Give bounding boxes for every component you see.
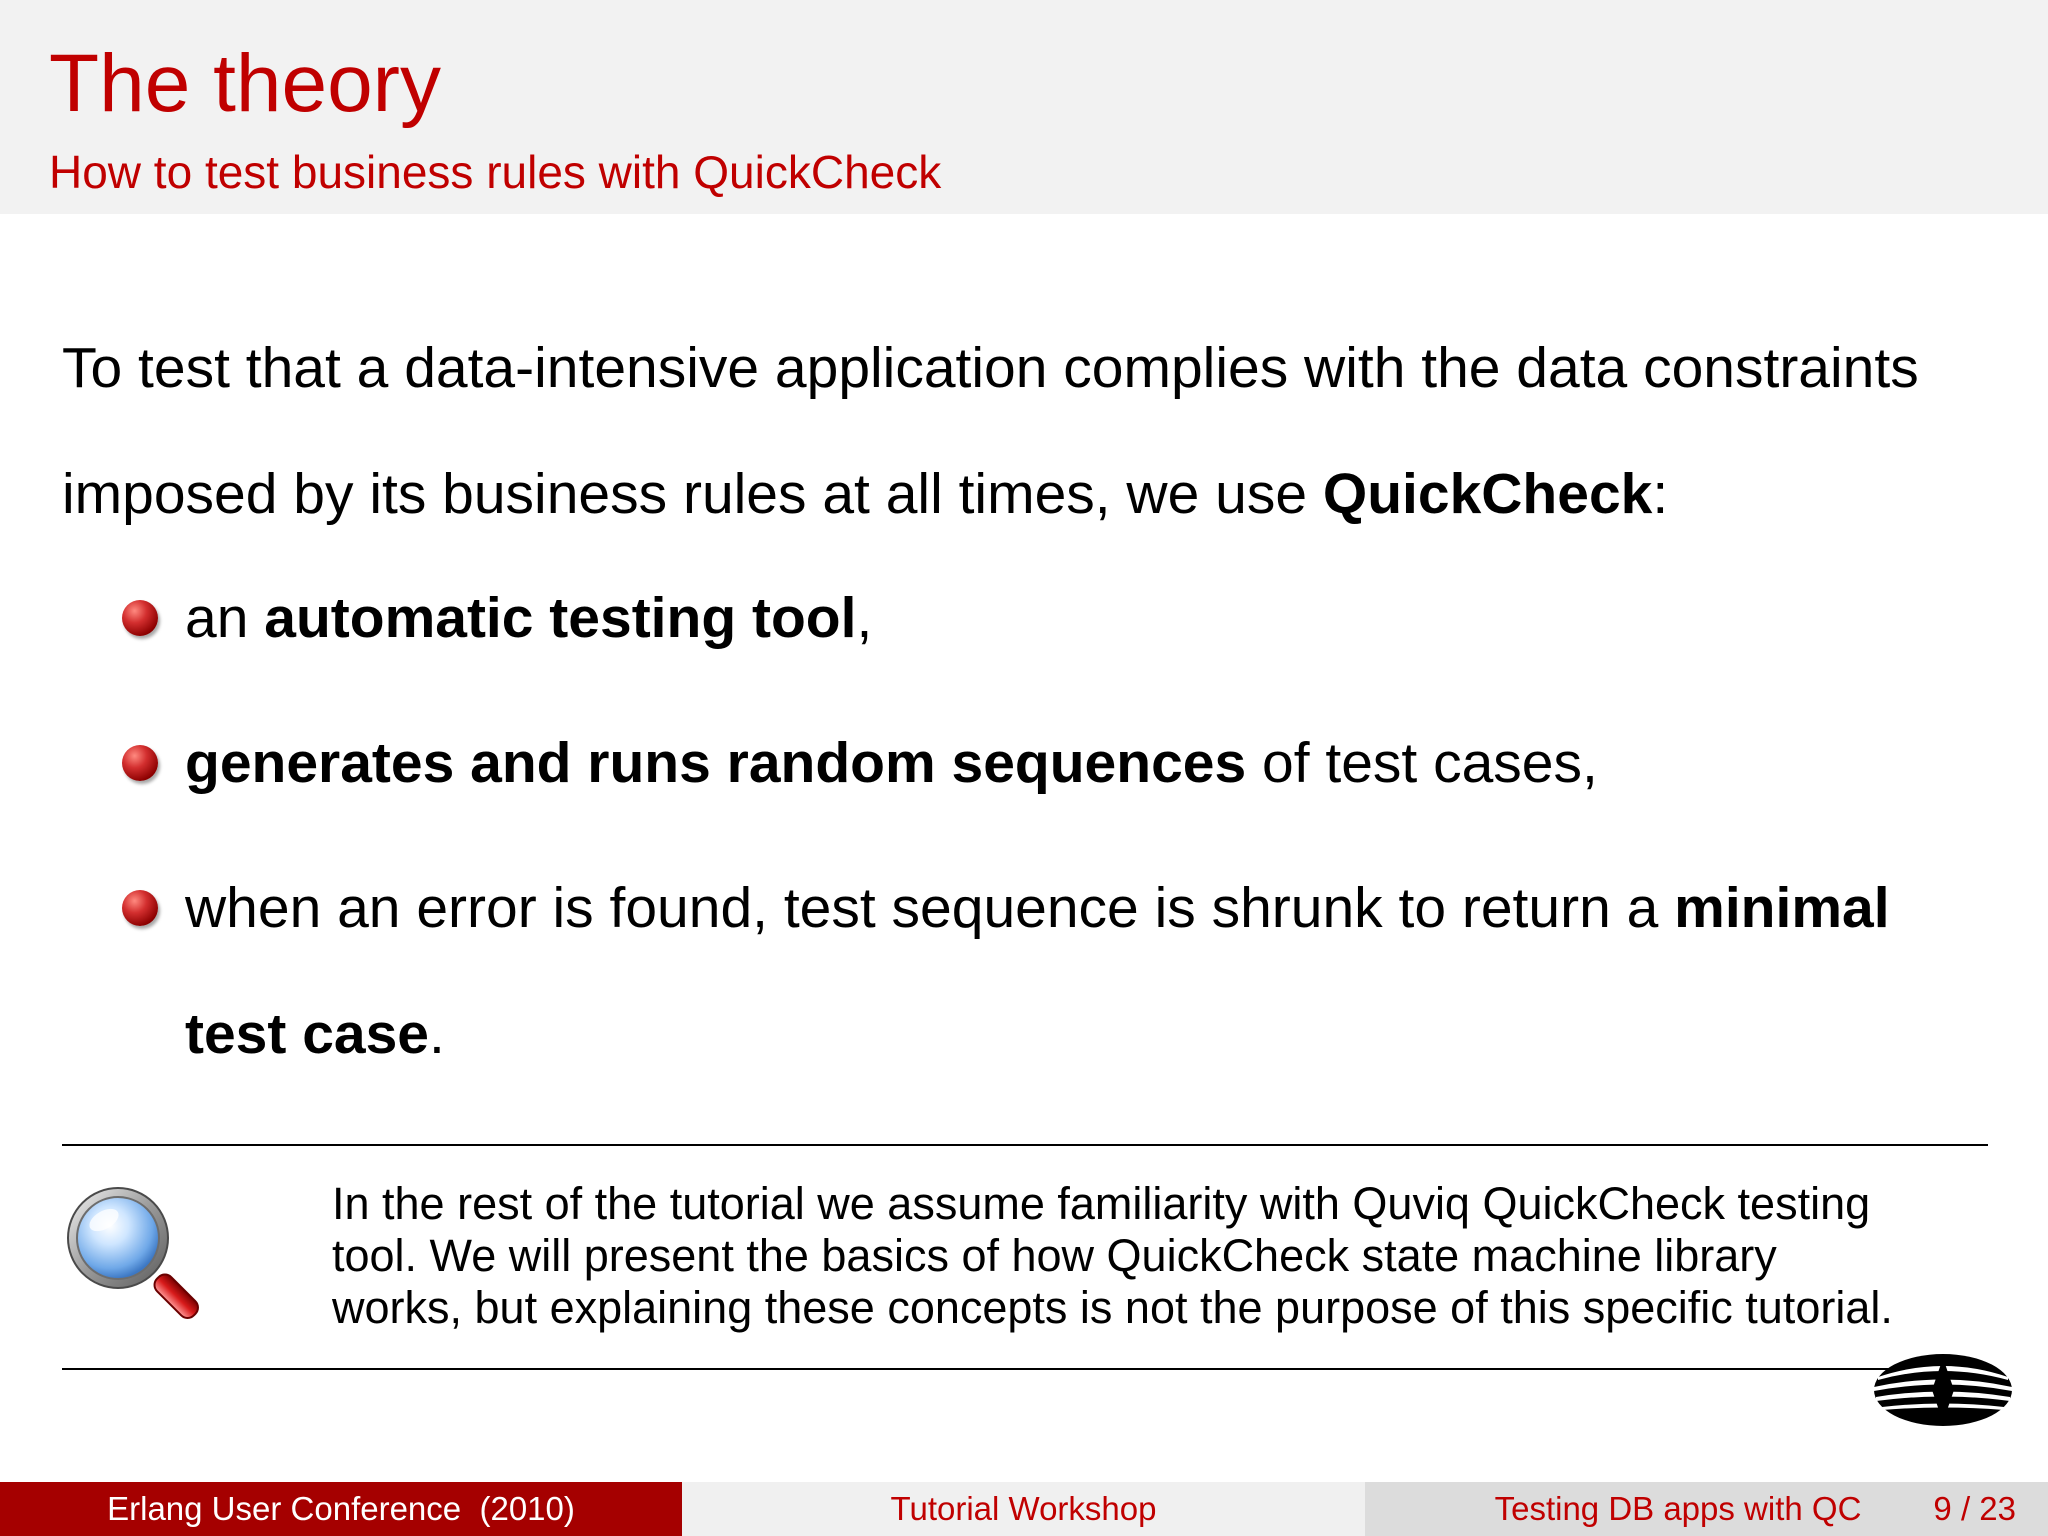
footer-right [1365,1482,2048,1536]
bullet-item-2 [185,700,1598,826]
intro-line-2-text: imposed by its business rules at all times, we use [62,462,1323,526]
magnifier-icon [64,1184,204,1324]
note-line-1: In the rest of the tutorial we assume familiarity with Quviq QuickCheck testing [332,1178,1871,1229]
slide-title: The theory [49,38,441,129]
bullet-item-1-prefix: an [185,586,265,650]
bullet-icon [122,745,158,781]
bullet-item-3-text: when an error is found, test sequence is shrunk to return a [185,876,1675,940]
intro-paragraph [62,305,2022,557]
slide-subtitle: How to test business rules with QuickCheck [49,146,942,198]
bullet-item-1 [185,555,872,681]
bullet-item-3-bold-2: test case [185,1002,430,1066]
note-line-3: works, but explaining these concepts is not the purpose of this specific tutorial. [332,1282,1893,1333]
bullet-item-3-bold: minimal [1674,876,1890,940]
bullet-icon [122,890,158,926]
bullet-item-3-line-1 [185,845,1890,971]
bullet-item-3-line-2 [185,971,445,1097]
slide-footer [0,1482,2048,1536]
footer-conference: Erlang User Conference (2010) [0,1482,682,1536]
footer-talk-title: Testing DB apps with QC [1494,1490,1862,1527]
bullet-item-2-suffix: of test cases, [1246,731,1598,795]
intro-line-2-suffix: : [1652,462,1669,526]
intro-line-2 [62,431,2022,557]
intro-line-1: To test that a data-intensive application complies with the data constraints [62,336,1919,400]
bullet-item-3-suffix: . [429,1002,445,1066]
note-text [332,1178,2012,1334]
footer-page-number: 9 / 23 [1933,1490,2016,1527]
slide-header [0,0,2048,214]
bullet-icon [122,600,158,636]
university-logo-icon [1872,1350,2014,1430]
note-top-rule [62,1144,1988,1146]
bullet-item-1-suffix: , [856,586,873,650]
note-bottom-rule [62,1368,1988,1370]
intro-quickcheck-bold: QuickCheck [1322,462,1653,526]
footer-workshop: Tutorial Workshop [682,1482,1365,1536]
note-line-2: tool. We will present the basics of how QuickCheck state machine library [332,1230,1777,1281]
bullet-item-1-bold: automatic testing tool [264,586,857,650]
bullet-item-2-bold: generates and runs random sequences [185,731,1247,795]
